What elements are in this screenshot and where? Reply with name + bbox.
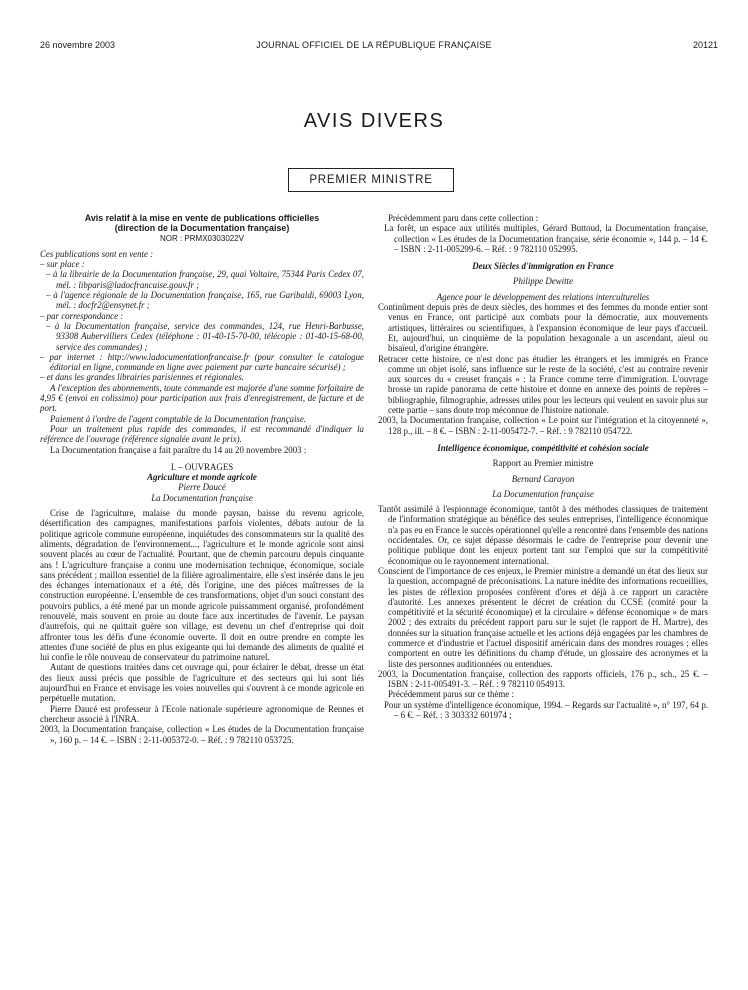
grandes-librairies-item: – et dans les grandes librairies parisiennes et régionales. bbox=[40, 372, 244, 383]
book2-title: Deux Siècles d'immigration en France bbox=[472, 261, 614, 272]
internet-item: – par internet : http://www.ladocumentationfrancaise.fr (pour consulter le catalogue éditorial en ligne, commande en ligne avec paiement par carte bancaire sécurisé) ; bbox=[40, 351, 364, 373]
header-date: 26 novembre 2003 bbox=[40, 40, 116, 50]
book3-paragraph-2: Conscient de l'importance de ces enjeux, le Premier ministre a demandé un état des lieux sur la question, accompagné de préconisations. La nature inédite des informations recueillies, les pistes de réflexion proposées confèrent d'ores et déjà à ce rapport un caractère d'autorité. Les annexes présentent le décret de création du CCSE (comité pour la compétitivité et la sécurité économique) et la circulaire « défense économique » de mars 2002 ; des extraits du précédent rapport paru sur le sujet (le rapport de H. Martre), des données sur la situation française actuelle et les actions déjà engagées par les chambres de commerce et d'industrie et l'actuel dispositif américain dans des mondres rouages ; elles comportent en outre les définitions du champ d'étude, un glossaire des acronymes et la liste des personnes auditionnées ou entendues. bbox=[378, 565, 708, 669]
correspondance-label: – par correspondance : bbox=[40, 310, 124, 321]
book1-paragraph-1: Crise de l'agriculture, malaise du monde paysan, baisse du revenu agricole, désertification des campagnes, manifestations parfois violentes, débats autour de la politique agricole commune européenne, inquiétudes des consommateurs sur la qualité des aliments, dégradation de l'environnement..., l'agriculture et le monde agricole sont ainsi souvent placés au cœur de l'actualité. Pourtant, que de chemin parcouru depuis cinquante ans ! L'agriculture française a connu une modernisation technique, économique, sociale sans précédent ; maillon essentiel de la filière agroalimentaire, elle s'est insérée dans le jeu des échanges internationaux et a été, dès l'origine, une des pièces maîtresses de la construction européenne. L'ensemble de ces transformations, objet d'un souci constant des pouvoirs publics, a été mené par un monde agricole puissamment organisé, profondément renouvelé, mais souvent en proie au doute face aux incertitudes de l'avenir. Le paysan d'autrefois, qui ne quittait guère son village, est devenu un chef d'entreprise qui doit affronter tous les défis d'une économie ouverte. Il doit en outre prendre en compte les attentes d'une société de plus en plus exigeante qui lui demande des aliments de qualité et lui confie le rôle nouveau de conservateur du patrimoine naturel. bbox=[40, 508, 364, 663]
book1-paragraph-2: Autant de questions traitées dans cet ouvrage qui, pour éclairer le débat, dresse un état des lieux aussi précis que possible de l'agriculture et des secteurs qui lui sont liés aujourd'hui en France et envisage les voies nouvelles qui s'ouvrent à ce monde agricole en perpétuelle mutation. bbox=[40, 662, 364, 704]
book1-title: Agriculture et monde agricole bbox=[147, 472, 257, 483]
intro-text: Ces publications sont en vente : bbox=[40, 248, 154, 259]
paiement-paragraph: Paiement à l'ordre de l'agent comptable de la Documentation française. bbox=[50, 413, 307, 424]
book2-publisher: Agence pour le développement des relations interculturelles bbox=[436, 291, 650, 302]
prev-theme-ref: Pour un système d'intelligence économique, 1994. – Regards sur l'actualité », n° 197, 64 p. – 6 €. – Réf. : 3 303332 601974 ; bbox=[384, 699, 708, 721]
right-column bbox=[378, 213, 708, 720]
book3-subtitle: Rapport au Premier ministre bbox=[492, 458, 594, 469]
book3-reference: 2003, la Documentation française, collection des rapports officiels, 176 p., sch., 25 €. – ISBN : 2-11-005491-3. – Réf. : 9 782110 054913. bbox=[378, 668, 708, 690]
book2-reference: 2003, la Documentation française, collection « Le point sur l'intégration et la citoyenneté », 128 p., ill. – 8 €. – ISBN : 2-11-005472-7. – Réf. : 9 782110 054722. bbox=[378, 415, 708, 436]
header-journal: JOURNAL OFFICIEL DE LA RÉPUBLIQUE FRANÇAISE bbox=[256, 40, 492, 50]
sur-place-item-paris: – à la librairie de la Documentation française, 29, quai Voltaire, 75344 Paris Cedex 07, mél. : libparis@ladocfrancaise.gouv.fr ; bbox=[46, 269, 364, 290]
book1-publisher: La Documentation française bbox=[151, 492, 253, 503]
sur-place-label: – sur place : bbox=[40, 259, 85, 270]
book1-paragraph-3: Pierre Daucé est professeur à l'Ecole nationale supérieure agronomique de Rennes et chercheur associé à l'INRA. bbox=[40, 703, 364, 724]
section-heading: PREMIER MINISTRE bbox=[288, 168, 454, 192]
prev-collection-label: Précédemment paru dans cette collection : bbox=[388, 213, 539, 223]
page-header bbox=[0, 40, 748, 54]
avis-subtitle: (direction de la Documentation française) bbox=[114, 223, 290, 234]
prev-theme-label: Précédemment parus sur ce thème : bbox=[388, 689, 514, 700]
correspondance-item: – à la Documentation française, service des commandes, 124, rue Henri-Barbusse, 93308 Aubervilliers Cedex (téléphone : 01-40-15-70-00, télécopie : 01-40-15-68-00, service des commandes) ; bbox=[46, 320, 364, 352]
book3-title: Intelligence économique, compétitivité et cohésion sociale bbox=[437, 442, 649, 453]
page-title: AVIS DIVERS bbox=[303, 110, 445, 132]
book2-paragraph-2: Retracer cette histoire, ce n'est donc pas étudier les étrangers et les immigrés en France comme un objet isolé, sans influence sur le reste de la société, c'est au contraire revenir aux sources du « creuset français » : la France comme terre d'immigration. L'ouvrage brosse un rapide panorama de cette histoire et donne en annexe des points de repères – bibliographie, filmographie, adresses utiles pour les lecteurs qui veulent en savoir plus sur cette partie – sans doute trop méconnue de l'histoire nationale. bbox=[378, 353, 708, 416]
book1-reference: 2003, la Documentation française, collection « Les études de la Documentation française », 160 p. – 14 €. – ISBN : 2-11-005372-0. – Réf. : 9 782110 053725. bbox=[40, 724, 364, 745]
exception-paragraph: A l'exception des abonnements, toute commande est majorée d'une somme forfaitaire de 4,95 € (envoi en colissimo) pour participation aux frais d'enregistrement, de facture et de port. bbox=[40, 382, 364, 414]
book1-author: Pierre Daucé bbox=[178, 482, 226, 493]
ouvrages-heading: I. – OUVRAGES bbox=[170, 461, 234, 472]
nor-reference: NOR : PRMX0303022V bbox=[159, 233, 245, 243]
avis-title: Avis relatif à la mise en vente de publications officielles bbox=[84, 213, 320, 223]
book3-author: Bernard Carayon bbox=[511, 473, 575, 484]
sur-place-item-lyon: – à l'agence régionale de la Documentation française, 165, rue Garibaldi, 69003 Lyon, mél. : docfr2@ensynet.fr ; bbox=[46, 290, 364, 311]
prev-collection-ref: La forêt, un espace aux utilités multiples, Gérard Buttoud, la Documentation française, collection « Les études de la Documentation française, série économie », 144 p. – 14 €. – ISBN : 2-11-005299-6. – Réf. : 9 782110 052995. bbox=[384, 223, 708, 254]
traitement-paragraph: Pour un traitement plus rapide des commandes, il est recommandé d'indiquer la référence de l'ouvrage (référence signalée avant le prix). bbox=[40, 423, 364, 445]
book2-paragraph-1: Continûment depuis près de deux siècles, des hommes et des femmes du monde entier sont venus en France, ont participé aux combats pour la démocratie, aux mouvements artistiques, littéraires ou scientifiques, à l'expansion économique de leur pays d'accueil. Et, aujourd'hui, un cinquième de la population hexagonale a un ascendant, aïeul ou bisaïeul, d'origine étrangère. bbox=[378, 302, 708, 354]
book3-paragraph-1: Tantôt assimilé à l'espionnage économique, tantôt à des méthodes classiques de traitement de l'information stratégique au bénéfice des seules entreprises, l'intelligence économique n'a pas eu en France le succès opérationnel qu'elle a rencontré dans l'ensemble des nations occidentales. Or, ce sujet dépasse désormais le cadre de l'entreprise pour devenir une politique publique dont les enjeux portent tant sur l'emploi que sur la compétitivité économique ou le rayonnement international. bbox=[378, 504, 708, 566]
book3-publisher: La Documentation française bbox=[492, 488, 594, 499]
book2-author: Philippe Dewitte bbox=[513, 276, 573, 287]
header-page-number: 20121 bbox=[692, 40, 718, 50]
parution-paragraph: La Documentation française a fait paraître du 14 au 20 novembre 2003 : bbox=[50, 444, 307, 455]
left-column bbox=[40, 213, 364, 745]
